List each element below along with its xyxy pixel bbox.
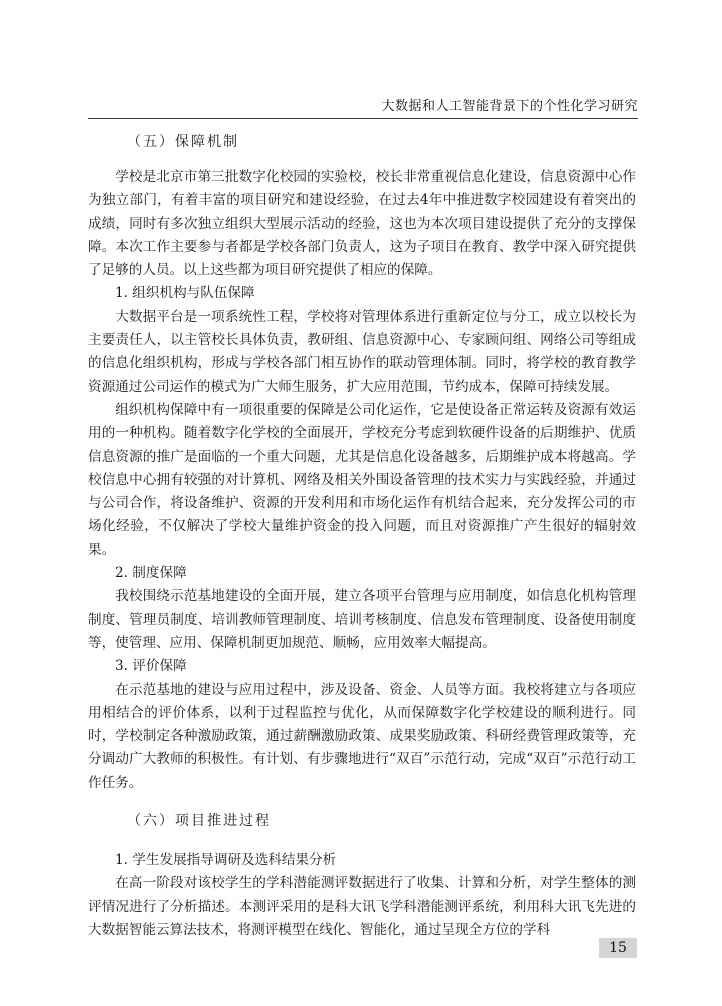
subsection-heading: 3. 评价保障 <box>115 658 187 675</box>
header-rule <box>88 118 638 119</box>
paragraph: 在高一阶段对该校学生的学科潜能测评数据进行了收集、计算和分析，对学生整体的测评情况进行了分析描述。本测评采用的是科大讯飞学科潜能测评系统，利用科大讯飞先进的大数据智能云算法技术，将测评模型在线化、智能化，通过呈现全方位的学科 <box>88 875 636 938</box>
subsection-heading: 1. 组织机构与队伍保障 <box>115 285 255 302</box>
paragraph: 大数据平台是一项系统性工程，学校将对管理体系进行重新定位与分工，成立以校长为主要责任人，以主管校长具体负责，教研组、信息资源中心、专家顾问组、网络公司等组成的信息化组织机构，形成与学校各部门相互协作的联动管理体制。同时，将学校的教育教学资源通过公司运作的模式为广大师生服务，扩大应用范围，节约成本，保障可持续发展。 <box>88 308 636 395</box>
page-body <box>88 128 636 942</box>
running-header: 大数据和人工智能背景下的个性化学习研究 <box>381 99 638 114</box>
paragraph: 在示范基地的建设与应用过程中，涉及设备、资金、人员等方面。我校将建立与各项应用相结合的评价体系，以利于过程监控与优化，从而保障数字化学校建设的顺利进行。同时，学校制定各种激励政策，通过薪酬激励政策、成果奖励政策、科研经费管理政策等，充分调动广大教师的积极性。有计划、有步骤地进行“双百”示范行动，完成“双百”示范行动工作任务。 <box>88 681 636 791</box>
subsection-heading: 2. 制度保障 <box>115 565 187 582</box>
subsection-heading: 1. 学生发展指导调研及选科结果分析 <box>115 852 337 869</box>
paragraph: 学校是北京市第三批数字化校园的实验校，校长非常重视信息化建设，信息资源中心作为独立部门，有着丰富的项目研究和建设经验，在过去4年中推进数字校园建设有着突出的成绩，同时有多次独立组织大型展示活动的经验，这也为本次项目建设提供了充分的支撑保障。本次工作主要参与者都是学校各部门负责人，这为子项目在教育、教学中深入研究提供了足够的人员。以上这些都为项目研究提供了相应的保障。 <box>88 169 636 279</box>
paragraph: 组织机构保障中有一项很重要的保障是公司化运作，它是使设备正常运转及资源有效运用的一种机构。随着数字化学校的全面展开，学校充分考虑到软硬件设备的后期维护、优质信息资源的推广是面临的一个重大问题，尤其是信息化设备越多，后期维护成本将越高。学校信息中心拥有较强的对计算机、网络及相关外围设备管理的技术实力与实践经验，并通过与公司合作，将设备维护、资源的开发利用和市场化运作有机结合起来，充分发挥公司的市场化经验，不仅解决了学校大量维护资金的投入问题，而且对资源推广产生很好的辐射效果。 <box>88 401 636 558</box>
section-heading-5: （五）保障机制 <box>127 134 239 150</box>
paragraph: 我校围绕示范基地建设的全面开展，建立各项平台管理与应用制度，如信息化机构管理制度、管理员制度、培训教师管理制度、培训考核制度、信息发布管理制度、设备使用制度等，使管理、应用、保障机制更加规范、顺畅，应用效率大幅提高。 <box>88 588 636 651</box>
section-heading-6: （六）项目推进过程 <box>127 813 271 830</box>
page-number: 15 <box>599 938 637 958</box>
